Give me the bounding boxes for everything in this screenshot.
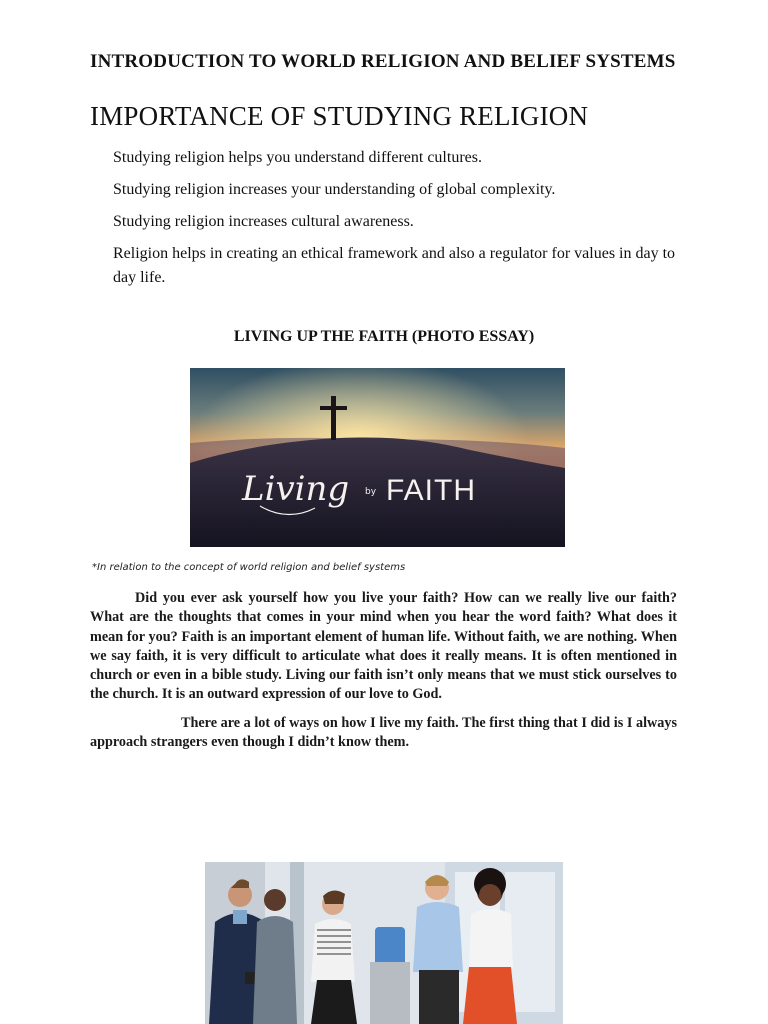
group-conversation-photo bbox=[205, 862, 563, 1024]
photo-essay-title: LIVING UP THE FAITH (PHOTO ESSAY) bbox=[233, 328, 535, 345]
essay-paragraph: Did you ever ask yourself how you live your faith? How can we really live our faith? What are the thoughts that comes in your mind when you hear the word faith? What does it mean for you? Faith is an important element of human life. Without faith, we are nothing. When we say faith, it is very difficult to articulate what does it really means. It is often mentioned in church or even in a bible study. Living our faith isn’t only means that we must stick ourselves to the church. It is an outward expression of our love to God. bbox=[90, 590, 677, 703]
living-by-faith-image bbox=[190, 368, 565, 547]
section-heading: IMPORTANCE OF STUDYING RELIGION bbox=[90, 101, 589, 131]
image-text-script: Living bbox=[242, 469, 350, 509]
image-text-small: by bbox=[365, 487, 377, 497]
list-item: Studying religion increases your understanding of global complexity. bbox=[113, 181, 556, 198]
essay-paragraph: There are a lot of ways on how I live my faith. The first thing that I did is I always approach strangers even though I didn’t know them. bbox=[90, 715, 677, 751]
list-item: Religion helps in creating an ethical framework and also a regulator for values in day to day life. bbox=[113, 245, 676, 286]
image-caption: *In relation to the concept of world religion and belief systems bbox=[92, 562, 406, 573]
importance-list bbox=[113, 146, 693, 298]
list-item: Studying religion increases cultural awareness. bbox=[113, 213, 414, 230]
document-title: INTRODUCTION TO WORLD RELIGION AND BELIEF SYSTEMS bbox=[90, 51, 676, 72]
list-item: Studying religion helps you understand different cultures. bbox=[113, 149, 482, 166]
image-text-caps: FAITH bbox=[386, 474, 477, 507]
